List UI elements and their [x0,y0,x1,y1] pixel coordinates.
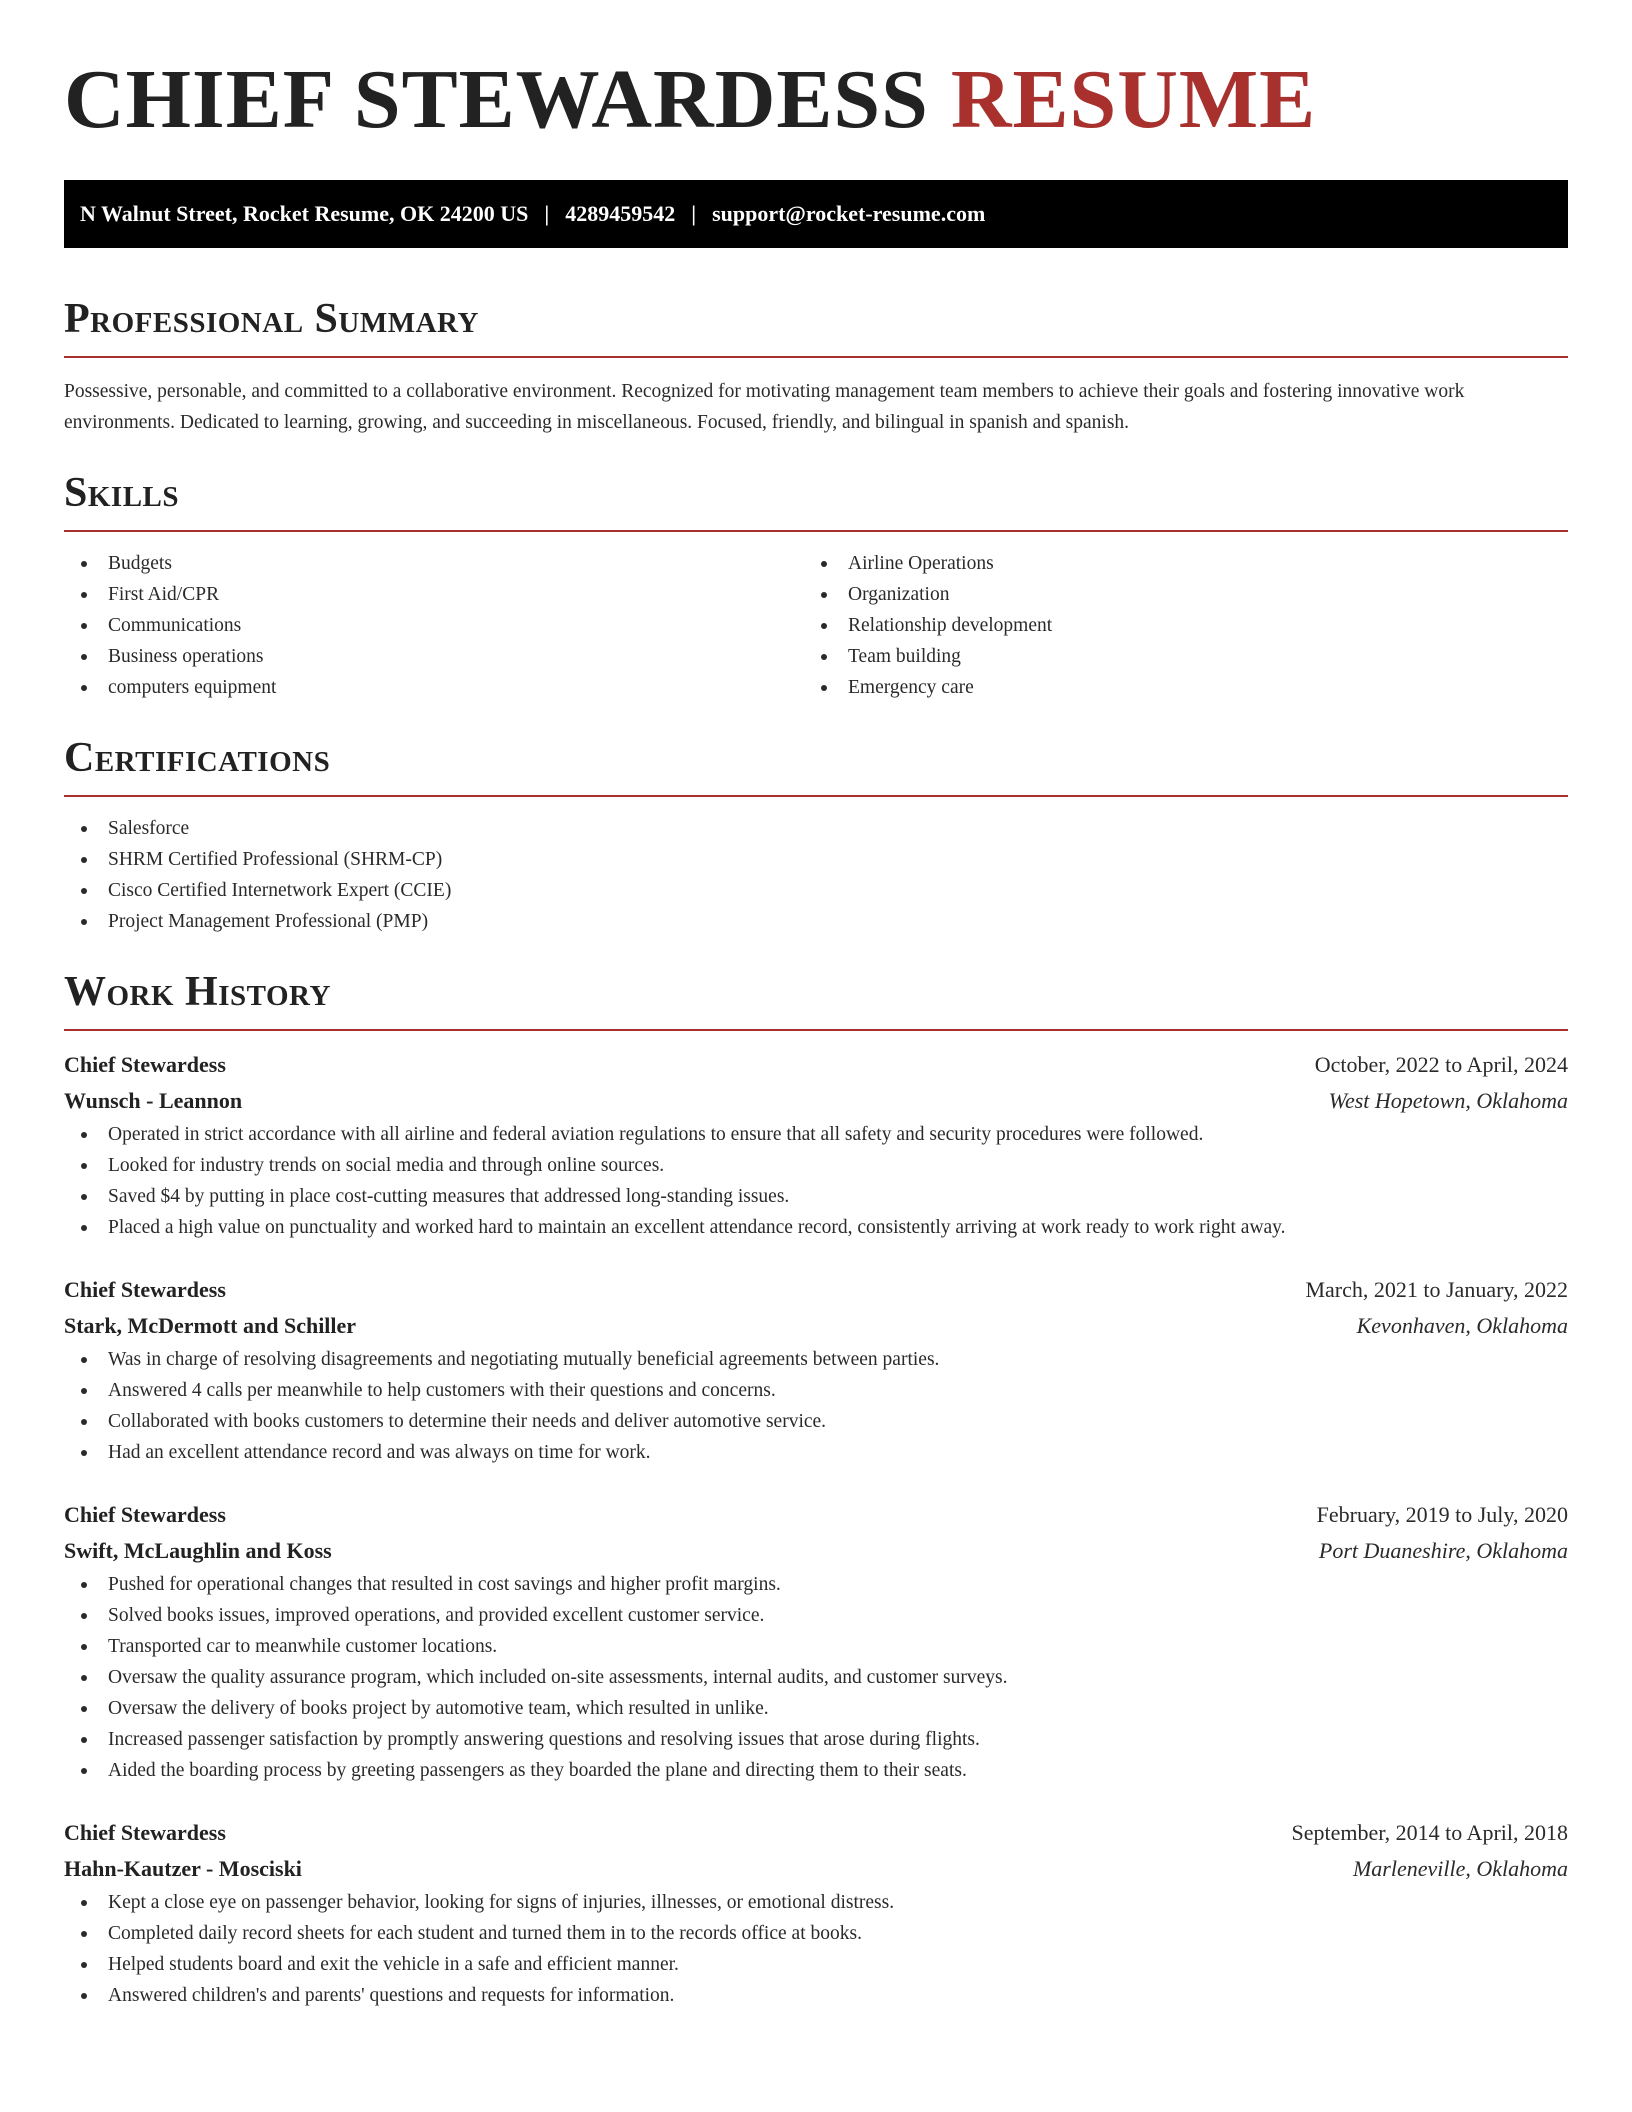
skills-section [64,472,1568,703]
job-header-row [64,1272,1568,1308]
job-company-row [64,1851,1568,1887]
job-title: Chief Stewardess [64,1820,226,1845]
resume-title [64,53,1568,146]
certification-item: Cisco Certified Internetwork Expert (CCIE) [64,875,1568,906]
job-duty: Looked for industry trends on social media and through online sources. [64,1150,1568,1181]
job-location: West Hopetown, Oklahoma [1328,1088,1568,1113]
job-company-row [64,1308,1568,1344]
skills-list-left [64,548,804,703]
skill-item: First Aid/CPR [64,579,804,610]
contact-email[interactable]: support@rocket-resume.com [712,201,986,226]
skills-heading: Skills [64,470,180,516]
section-divider [64,795,1568,797]
job-duty: Collaborated with books customers to determine their needs and deliver automotive service. [64,1406,1568,1437]
job-duty: Oversaw the delivery of books project by automotive team, which resulted in unlike. [64,1693,1568,1724]
job-header-row [64,1047,1568,1083]
job-title: Chief Stewardess [64,1052,226,1077]
job-duty: Answered 4 calls per meanwhile to help customers with their questions and concerns. [64,1375,1568,1406]
title-main: CHIEF STEWARDESS [64,53,929,146]
job-duties-list [64,1119,1568,1243]
job-entry [64,1815,1568,2011]
job-duty: Placed a high value on punctuality and worked hard to maintain an excellent attendance record, consistently arriving at work ready to work right away. [64,1212,1568,1243]
skills-list-right [804,548,1544,703]
job-header-row [64,1815,1568,1851]
section-divider [64,530,1568,532]
contact-bar [64,180,1568,248]
skill-item: Emergency care [804,672,1544,703]
job-title: Chief Stewardess [64,1277,226,1302]
job-duty: Kept a close eye on passenger behavior, looking for signs of injuries, illnesses, or emotional distress. [64,1887,1568,1918]
job-duties-list [64,1569,1568,1786]
skill-item: Airline Operations [804,548,1544,579]
job-duty: Oversaw the quality assurance program, which included on-site assessments, internal audits, and customer surveys. [64,1662,1568,1693]
title-accent: RESUME [950,53,1317,146]
job-company-row [64,1533,1568,1569]
job-duty: Was in charge of resolving disagreements and negotiating mutually beneficial agreements between parties. [64,1344,1568,1375]
summary-section [64,298,1568,438]
contact-separator: | [544,201,550,226]
job-header-row [64,1497,1568,1533]
summary-text: Possessive, personable, and committed to a collaborative environment. Recognized for motivating management team members to achieve their goals and fostering innovative work environments. Dedicated to learning, growing, and succeeding in miscellaneous. Focused, friendly, and bilingual in spanish and spanish. [64,381,1465,433]
certifications-heading: Certifications [64,735,331,781]
summary-heading: Professional Summary [64,296,479,342]
job-duty: Answered children's and parents' questions and requests for information. [64,1980,1568,2011]
job-duties-list [64,1344,1568,1468]
job-location: Marleneville, Oklahoma [1352,1856,1568,1881]
job-company: Swift, McLaughlin and Koss [64,1538,332,1563]
job-dates: October, 2022 to April, 2024 [1314,1052,1568,1077]
job-duty: Had an excellent attendance record and was always on time for work. [64,1437,1568,1468]
job-duty: Transported car to meanwhile customer locations. [64,1631,1568,1662]
job-dates: September, 2014 to April, 2018 [1291,1820,1568,1845]
skill-item: Business operations [64,641,804,672]
job-duty: Operated in strict accordance with all airline and federal aviation regulations to ensure that all safety and security procedures were followed. [64,1119,1568,1150]
job-duty: Saved $4 by putting in place cost-cutting measures that addressed long-standing issues. [64,1181,1568,1212]
job-location: Port Duaneshire, Oklahoma [1318,1538,1568,1563]
contact-separator: | [691,201,697,226]
skill-item: computers equipment [64,672,804,703]
work-history-heading: Work History [64,969,331,1015]
job-company: Stark, McDermott and Schiller [64,1313,357,1338]
section-divider [64,1029,1568,1031]
job-entry [64,1272,1568,1468]
job-duties-list [64,1887,1568,2011]
certification-item: Project Management Professional (PMP) [64,906,1568,937]
certification-item: Salesforce [64,813,1568,844]
job-company: Wunsch - Leannon [64,1088,243,1113]
skill-item: Team building [804,641,1544,672]
contact-address: N Walnut Street, Rocket Resume, OK 24200 US [80,201,529,226]
job-company-row [64,1083,1568,1119]
work-history-section [64,971,1568,2011]
job-title: Chief Stewardess [64,1502,226,1527]
skill-item: Relationship development [804,610,1544,641]
contact-phone[interactable]: 4289459542 [565,201,676,226]
job-dates: February, 2019 to July, 2020 [1316,1502,1568,1527]
skill-item: Budgets [64,548,804,579]
job-dates: March, 2021 to January, 2022 [1305,1277,1568,1302]
job-duty: Helped students board and exit the vehicle in a safe and efficient manner. [64,1949,1568,1980]
section-divider [64,356,1568,358]
job-location: Kevonhaven, Oklahoma [1356,1313,1568,1338]
skill-item: Organization [804,579,1544,610]
certifications-section [64,737,1568,937]
certifications-list [64,813,1568,937]
skill-item: Communications [64,610,804,641]
job-duty: Solved books issues, improved operations, and provided excellent customer service. [64,1600,1568,1631]
job-duty: Completed daily record sheets for each student and turned them in to the records office at books. [64,1918,1568,1949]
job-company: Hahn-Kautzer - Mosciski [64,1856,302,1881]
job-entry [64,1047,1568,1243]
job-duty: Aided the boarding process by greeting passengers as they boarded the plane and directing them to their seats. [64,1755,1568,1786]
skills-grid [64,548,1568,703]
job-entry [64,1497,1568,1786]
job-duty: Pushed for operational changes that resulted in cost savings and higher profit margins. [64,1569,1568,1600]
job-duty: Increased passenger satisfaction by promptly answering questions and resolving issues that arose during flights. [64,1724,1568,1755]
certification-item: SHRM Certified Professional (SHRM-CP) [64,844,1568,875]
